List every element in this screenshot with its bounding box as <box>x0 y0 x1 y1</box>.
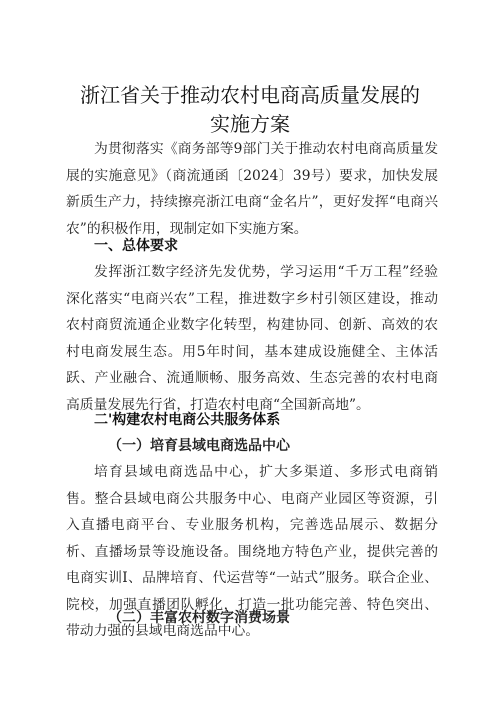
intro-paragraph: 为贯彻落实《商务部等9部门关于推动农村电商高质量发展的实施意见》（商流通函〔2024〕39号）要求，加快发展新质生产力，持续擦亮浙江电商“金名片”，更好发挥“电商兴农”的积极作用，现制定如下实施方案。 <box>66 141 438 237</box>
section-2-1-heading: （一）培育县域电商选品中心 <box>108 438 290 454</box>
section-2-heading: 二'构建农村电商公共服务体系 <box>94 412 281 428</box>
document-title-line-2: 实施方案 <box>210 112 290 136</box>
section-2-1-paragraph: 培育县域电商选品中心，扩大多渠道、多形式电商销售。整合县域电商公共服务中心、电商产业园区等资源，引入直播电商平台、专业服务机构，完善选品展示、数据分析、直播场景等设施设备。围绕地方特色产业，提供完善的电商实训I、品牌培育、代运营等“一站式”服务。联合企业、院校，加强直播团队孵化，打造一批功能完善、特色突出、带动力强的县域电商选品中心。 <box>66 464 438 639</box>
section-1-heading: 一、总体要求 <box>94 238 178 254</box>
document-title-line-1: 浙江省关于推动农村电商高质量发展的 <box>80 83 420 107</box>
section-1-paragraph: 发挥浙江数字经济先发优势，学习运用“千万工程”经验深化落实“电商兴农”工程，推进数字乡村引领区建设，推动农村商贸流通企业数字化转型，构建协同、创新、高效的农村电商发展生态。用5年时间，基本建成设施健全、主体活跃、产业融合、流通顺畅、服务高效、生态完善的农村电商高质量发展先行省，打造农村电商“全国新高地”。 <box>66 264 438 413</box>
section-2-2-heading: （二）丰富农村数字消费场景 <box>108 610 290 626</box>
